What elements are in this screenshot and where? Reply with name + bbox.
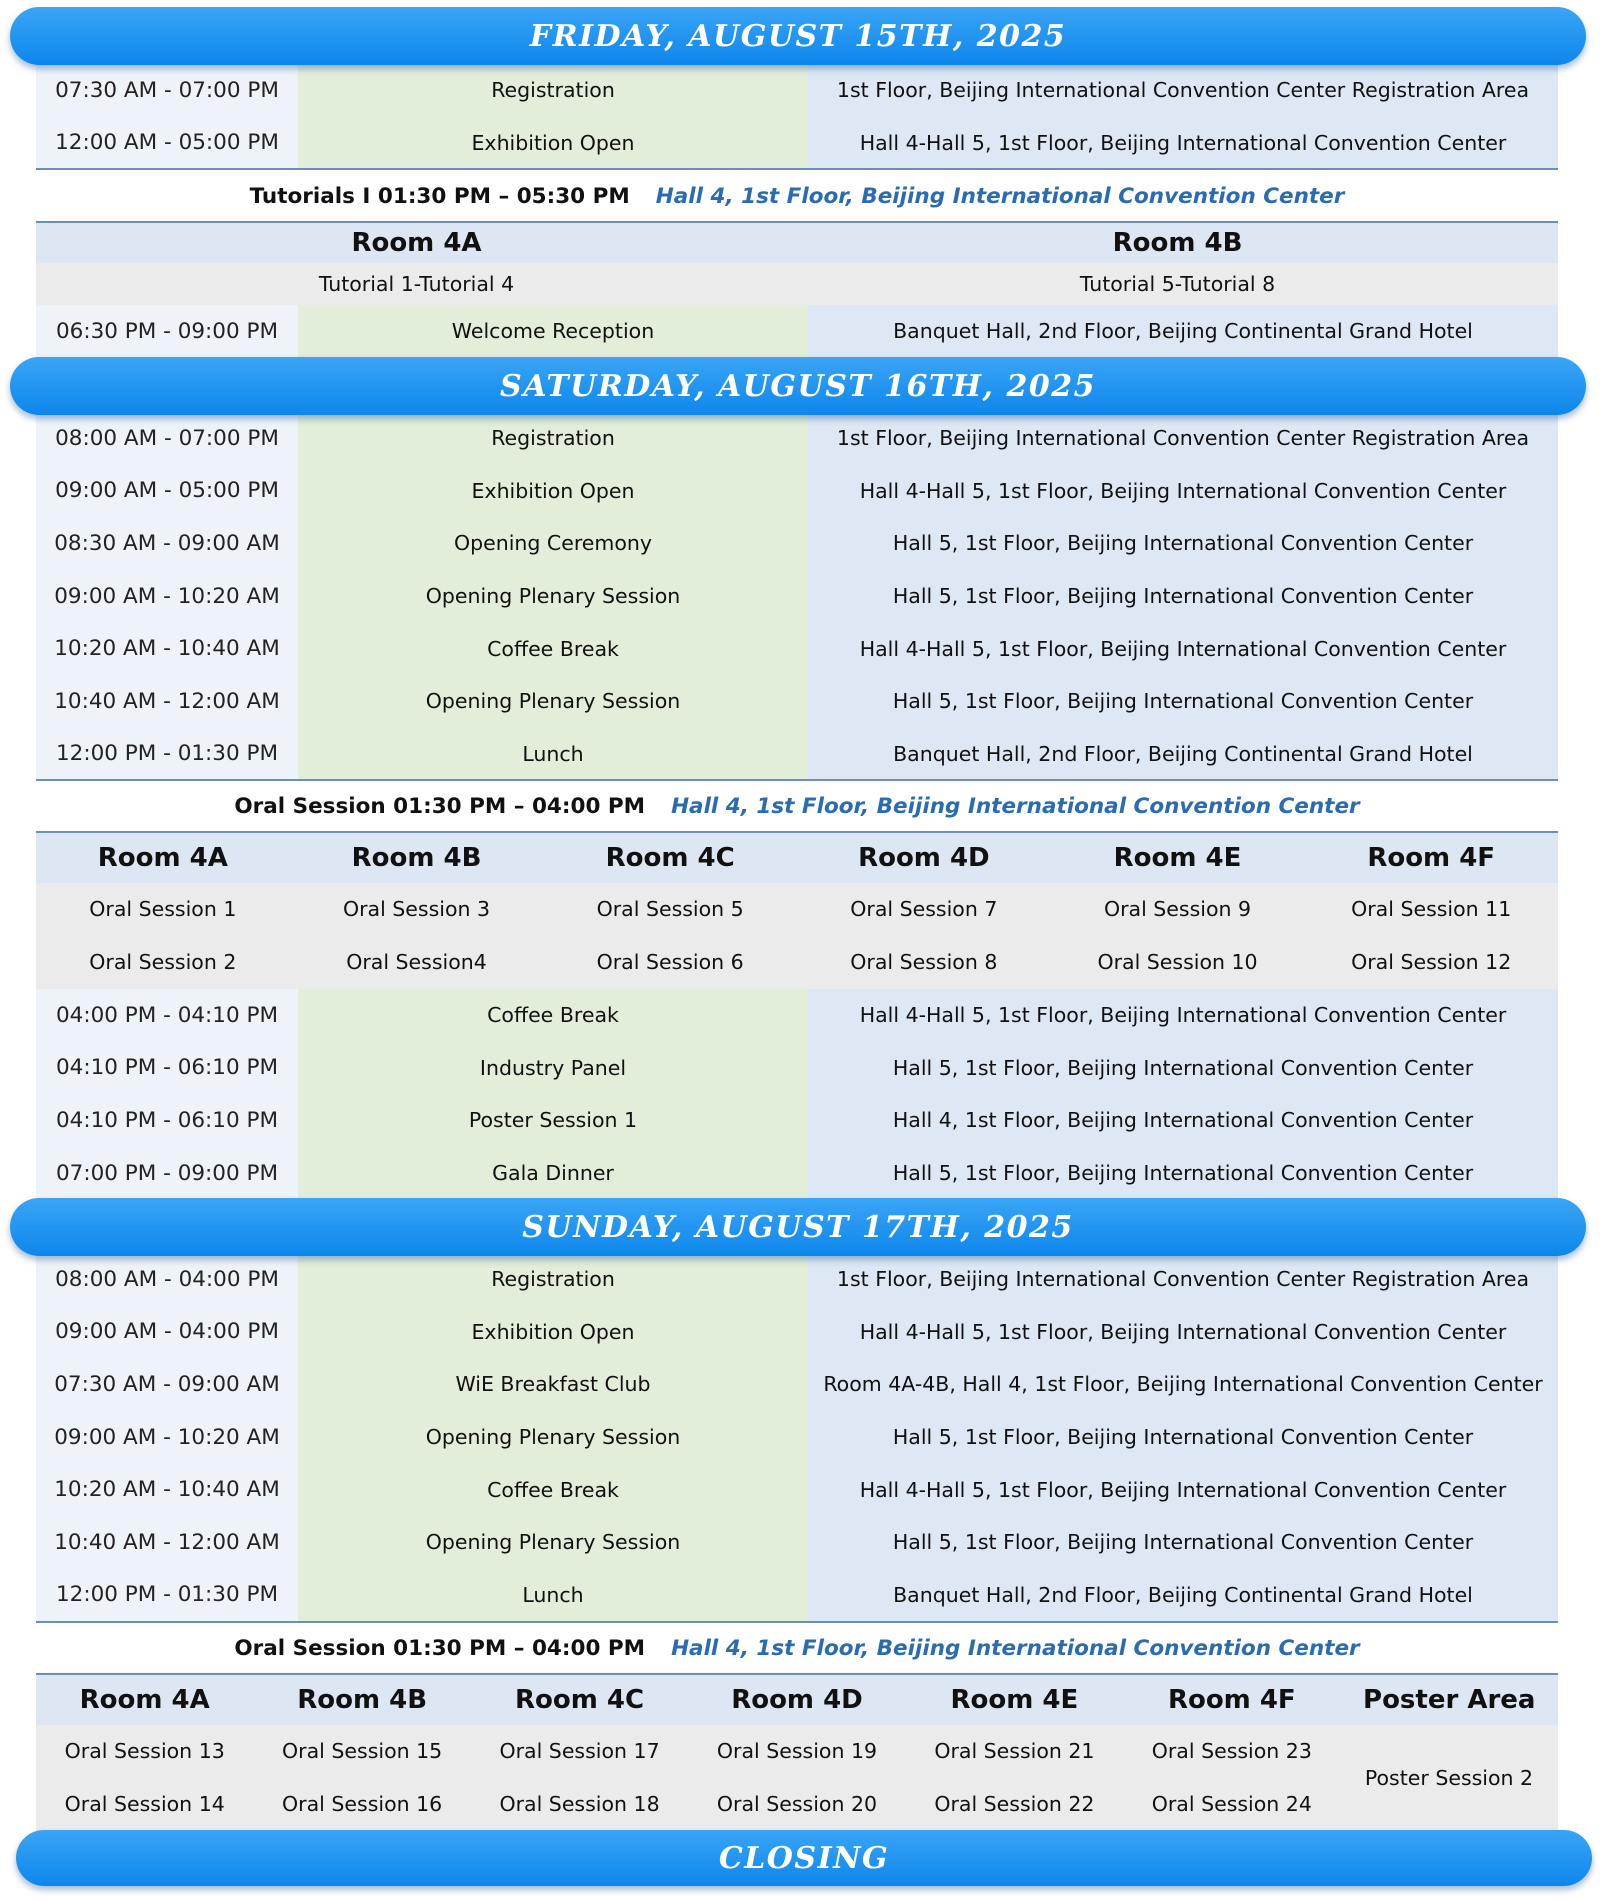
friday-reception-table [36,305,1558,357]
time-cell: 09:00 AM - 04:00 PM [36,1306,298,1359]
event-cell: Opening Plenary Session [298,1411,808,1464]
time-cell: 09:00 AM - 10:20 AM [36,1411,298,1464]
table-row [36,1411,1558,1464]
table-row [36,1358,1558,1411]
table-row [36,1778,1558,1831]
oral-sessions-grid [36,1725,1558,1831]
table-row [36,465,1558,518]
oral-session-cell: Oral Session 13 [64,1739,225,1763]
location-cell: 1st Floor, Beijing International Convention Center Registration Area [808,1253,1558,1306]
time-cell: 07:00 PM - 09:00 PM [36,1147,298,1200]
session-location: Hall 4, 1st Floor, Beijing International Convention Center [655,183,1345,209]
room-header: Room 4E [1113,843,1242,873]
event-cell: Registration [298,64,808,117]
location-cell: Hall 4-Hall 5, 1st Floor, Beijing International Convention Center [808,1463,1558,1516]
tutorial-cell: Tutorial 5-Tutorial 8 [1079,272,1276,296]
room-header: Room 4B [297,1685,428,1715]
table-row [36,1463,1558,1516]
event-cell: Exhibition Open [298,117,808,170]
location-cell: Banquet Hall, 2nd Floor, Beijing Continental Grand Hotel [808,305,1558,357]
time-cell: 08:00 AM - 04:00 PM [36,1253,298,1306]
event-cell: Coffee Break [298,989,808,1042]
time-cell: 06:30 PM - 09:00 PM [36,305,298,357]
location-cell: Banquet Hall, 2nd Floor, Beijing Continental Grand Hotel [808,728,1558,781]
oral-session-cell: Oral Session 3 [342,897,491,921]
day-title: SATURDAY, AUGUST 16TH, 2025 [500,368,1096,404]
table-row [36,570,1558,623]
location-cell: Hall 4-Hall 5, 1st Floor, Beijing International Convention Center [808,989,1558,1042]
oral-session-cell: Oral Session 21 [934,1739,1095,1763]
event-cell: Exhibition Open [298,1306,808,1359]
table-row [36,1094,1558,1147]
oral-session-cell: Oral Session 11 [1351,897,1512,921]
oral-session-cell: Oral Session 8 [850,950,998,974]
oral-rooms-header [36,833,1558,883]
event-cell: Registration [298,1253,808,1306]
event-cell: Welcome Reception [298,305,808,357]
table-row [36,517,1558,570]
oral-session-cell: Oral Session 10 [1097,950,1258,974]
event-cell: Coffee Break [298,622,808,675]
day-banner-sunday [10,1198,1586,1256]
event-cell: Opening Plenary Session [298,675,808,728]
time-cell: 08:00 AM - 07:00 PM [36,412,298,465]
table-row [36,1306,1558,1359]
day-banner-friday [10,7,1586,65]
session-title: Tutorials I 01:30 PM – 05:30 PM [249,183,630,209]
oral-session-cell: Oral Session 6 [596,950,744,974]
room-header: Room 4A [351,228,482,258]
event-cell: Exhibition Open [298,465,808,518]
location-cell: Hall 4-Hall 5, 1st Floor, Beijing International Convention Center [808,117,1558,170]
time-cell: 12:00 AM - 05:00 PM [36,117,298,170]
saturday-schedule-table [36,412,1558,780]
oral-session-cell: Oral Session 24 [1151,1792,1312,1816]
time-cell: 10:20 AM - 10:40 AM [36,1463,298,1516]
room-header: Room 4F [1367,843,1496,873]
oral-session-cell: Oral Session 14 [64,1792,225,1816]
time-cell: 04:00 PM - 04:10 PM [36,989,298,1042]
location-cell: Hall 5, 1st Floor, Beijing International Convention Center [808,675,1558,728]
oral-session-cell: Oral Session 23 [1151,1739,1312,1763]
location-cell: Hall 5, 1st Floor, Beijing International Convention Center [808,1042,1558,1095]
location-cell: Hall 5, 1st Floor, Beijing International Convention Center [808,570,1558,623]
table-row [36,1725,1558,1778]
table-row [36,883,1558,936]
poster-session-cell: Poster Session 2 [1364,1766,1534,1790]
oral-rooms-header [36,1675,1558,1725]
oral-session-cell: Oral Session 22 [934,1792,1095,1816]
location-cell: Hall 5, 1st Floor, Beijing International Convention Center [808,517,1558,570]
closing-title: CLOSING [718,1840,890,1876]
table-row [36,305,1558,357]
table-row [36,1147,1558,1200]
oral-session-cell: Oral Session 17 [499,1739,660,1763]
room-header: Room 4C [605,843,735,873]
oral-session-header [36,1623,1558,1673]
time-cell: 07:30 AM - 09:00 AM [36,1358,298,1411]
oral-session-cell: Oral Session 2 [89,950,237,974]
room-header: Room 4A [97,843,228,873]
room-header: Room 4C [515,1685,645,1715]
oral-session-header [36,781,1558,831]
room-header: Poster Area [1363,1685,1536,1715]
oral-session-cell: Oral Session 15 [282,1739,443,1763]
day-title: SUNDAY, AUGUST 17TH, 2025 [522,1209,1074,1245]
table-row [36,622,1558,675]
tutorials-header [36,171,1558,221]
session-location: Hall 4, 1st Floor, Beijing International Convention Center [671,793,1360,819]
time-cell: 10:20 AM - 10:40 AM [36,622,298,675]
oral-session-cell: Oral Session 16 [282,1792,443,1816]
time-cell: 10:40 AM - 12:00 AM [36,1516,298,1569]
time-cell: 12:00 PM - 01:30 PM [36,1569,298,1622]
sunday-schedule-table [36,1253,1558,1621]
oral-session-cell: Oral Session 18 [499,1792,660,1816]
session-location: Hall 4, 1st Floor, Beijing International Convention Center [671,1635,1360,1661]
location-cell: Banquet Hall, 2nd Floor, Beijing Continental Grand Hotel [808,1569,1558,1622]
event-cell: Registration [298,412,808,465]
room-header: Room 4D [858,843,990,873]
time-cell: 09:00 AM - 10:20 AM [36,570,298,623]
oral-session-cell: Oral Session 12 [1351,950,1512,974]
time-cell: 10:40 AM - 12:00 AM [36,675,298,728]
table-row [36,1042,1558,1095]
location-cell: Hall 5, 1st Floor, Beijing International Convention Center [808,1411,1558,1464]
event-cell: Gala Dinner [298,1147,808,1200]
oral-sessions-grid [36,883,1558,989]
time-cell: 07:30 AM - 07:00 PM [36,64,298,117]
event-cell: WiE Breakfast Club [298,1358,808,1411]
room-header: Room 4B [1112,228,1243,258]
table-row [36,936,1558,989]
room-header: Room 4E [950,1685,1079,1715]
time-cell: 09:00 AM - 05:00 PM [36,465,298,518]
tutorial-sessions [36,263,1558,305]
room-header: Room 4D [731,1685,863,1715]
oral-session-cell: Oral Session 9 [1103,897,1252,921]
table-row [36,728,1558,781]
event-cell: Industry Panel [298,1042,808,1095]
room-header: Room 4A [79,1685,210,1715]
friday-schedule-table [36,64,1558,169]
table-row [36,1253,1558,1306]
table-row [36,675,1558,728]
location-cell: Hall 5, 1st Floor, Beijing International Convention Center [808,1516,1558,1569]
location-cell: Hall 4-Hall 5, 1st Floor, Beijing International Convention Center [808,1306,1558,1359]
table-row [36,1569,1558,1622]
oral-session-cell: Oral Session 19 [716,1739,878,1763]
room-header: Room 4B [351,843,482,873]
event-cell: Opening Plenary Session [298,570,808,623]
room-header: Room 4F [1167,1685,1296,1715]
event-cell: Coffee Break [298,1463,808,1516]
saturday-afternoon-table [36,989,1558,1199]
location-cell: Hall 5, 1st Floor, Beijing International Convention Center [808,1147,1558,1200]
location-cell: 1st Floor, Beijing International Convention Center Registration Area [808,64,1558,117]
table-row [36,1516,1558,1569]
location-cell: Room 4A-4B, Hall 4, 1st Floor, Beijing International Convention Center [808,1358,1558,1411]
event-cell: Lunch [298,728,808,781]
session-title: Oral Session 01:30 PM – 04:00 PM [234,793,646,819]
event-cell: Opening Plenary Session [298,1516,808,1569]
oral-session-cell: Oral Session 7 [850,897,998,921]
time-cell: 04:10 PM - 06:10 PM [36,1094,298,1147]
oral-session-cell: Oral Session 1 [89,897,237,921]
table-row [36,117,1558,170]
location-cell: Hall 4, 1st Floor, Beijing International Convention Center [808,1094,1558,1147]
time-cell: 08:30 AM - 09:00 AM [36,517,298,570]
location-cell: Hall 4-Hall 5, 1st Floor, Beijing International Convention Center [808,622,1558,675]
day-title: FRIDAY, AUGUST 15TH, 2025 [529,18,1067,54]
table-row [36,989,1558,1042]
event-cell: Poster Session 1 [298,1094,808,1147]
day-banner-saturday [10,357,1586,415]
tutorial-rooms-header [36,223,1558,263]
time-cell: 04:10 PM - 06:10 PM [36,1042,298,1095]
table-row [36,412,1558,465]
closing-banner [16,1830,1592,1886]
oral-session-cell: Oral Session4 [346,950,487,974]
oral-session-cell: Oral Session 20 [716,1792,878,1816]
time-cell: 12:00 PM - 01:30 PM [36,728,298,781]
table-row [36,64,1558,117]
divider [36,168,1558,170]
tutorial-cell: Tutorial 1-Tutorial 4 [318,272,515,296]
location-cell: 1st Floor, Beijing International Convention Center Registration Area [808,412,1558,465]
event-cell: Lunch [298,1569,808,1622]
session-title: Oral Session 01:30 PM – 04:00 PM [234,1635,646,1661]
location-cell: Hall 4-Hall 5, 1st Floor, Beijing International Convention Center [808,465,1558,518]
oral-session-cell: Oral Session 5 [596,897,744,921]
event-cell: Opening Ceremony [298,517,808,570]
